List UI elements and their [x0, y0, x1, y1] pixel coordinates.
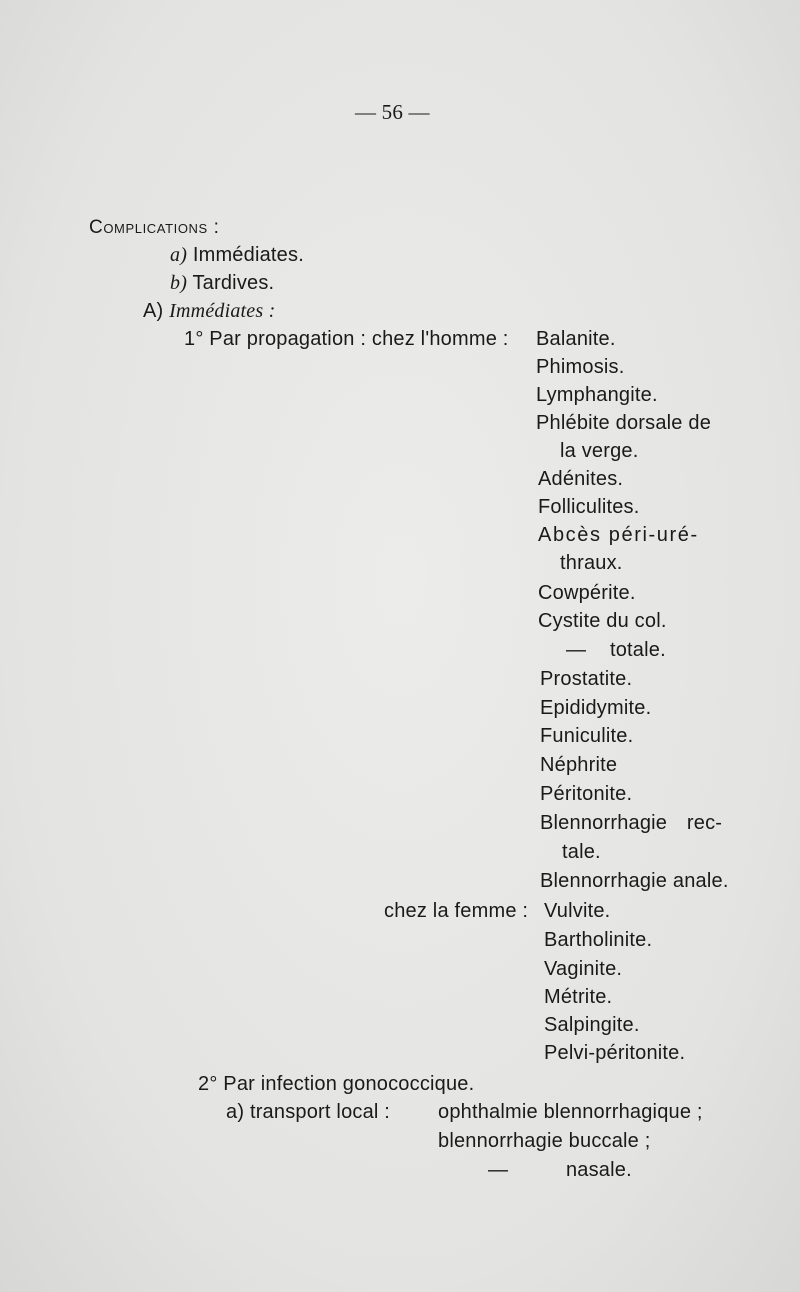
text-A: Immédiates : — [169, 300, 276, 322]
homme-item: Cystite du col. — [538, 610, 667, 632]
transport-item: — nasale. — [488, 1159, 632, 1181]
femme-item: Pelvi-péritonite. — [544, 1042, 686, 1064]
homme-item: Abcès péri-uré- — [538, 524, 699, 546]
femme-item: Métrite. — [544, 986, 613, 1008]
text-b: Tardives. — [192, 272, 275, 294]
list-item-b — [170, 271, 274, 295]
propagation-line: 1° Par propagation : chez l'homme : — [184, 328, 509, 350]
femme-item: Vulvite. — [544, 900, 611, 922]
list-item-a — [170, 243, 304, 267]
subsection-A — [143, 299, 275, 323]
homme-item: Cowpérite. — [538, 582, 636, 604]
femme-label: chez la femme : — [384, 900, 529, 922]
femme-item: Bartholinite. — [544, 929, 653, 951]
label-b: b) — [170, 272, 188, 294]
transport-item: ophthalmie blennorrhagique ; — [438, 1101, 703, 1123]
text-a: Immédiates. — [192, 244, 304, 266]
homme-item: Epididymite. — [540, 697, 652, 719]
homme-item: Funiculite. — [540, 725, 634, 747]
homme-item: Adénites. — [538, 468, 624, 490]
infection-line: 2° Par infection gonococcique. — [198, 1073, 475, 1095]
homme-item: tale. — [562, 841, 601, 863]
homme-item: Phimosis. — [536, 356, 625, 378]
homme-item: Lymphangite. — [536, 384, 658, 406]
homme-item: Blennorrhagie anale. — [540, 870, 729, 892]
femme-item: Vaginite. — [544, 958, 623, 980]
homme-item: Phlébite dorsale de — [536, 412, 712, 434]
transport-item: blennorrhagie buccale ; — [438, 1130, 651, 1152]
homme-item: — totale. — [566, 639, 666, 661]
femme-item: Salpingite. — [544, 1014, 640, 1036]
homme-item: la verge. — [560, 440, 639, 462]
label-a: a) — [170, 244, 188, 266]
page-number: — 56 — — [355, 100, 430, 124]
homme-item: Néphrite — [540, 754, 618, 776]
homme-item: Prostatite. — [540, 668, 633, 690]
transport-label: a) transport local : — [226, 1101, 391, 1123]
homme-item: Péritonite. — [540, 783, 633, 805]
homme-item: Balanite. — [536, 328, 616, 350]
homme-item: thraux. — [560, 552, 623, 574]
homme-item: Blennorrhagie rec- — [540, 812, 723, 834]
homme-item: Folliculites. — [538, 496, 640, 518]
label-A: A) — [143, 300, 164, 322]
section-heading: Complications : — [89, 217, 220, 238]
